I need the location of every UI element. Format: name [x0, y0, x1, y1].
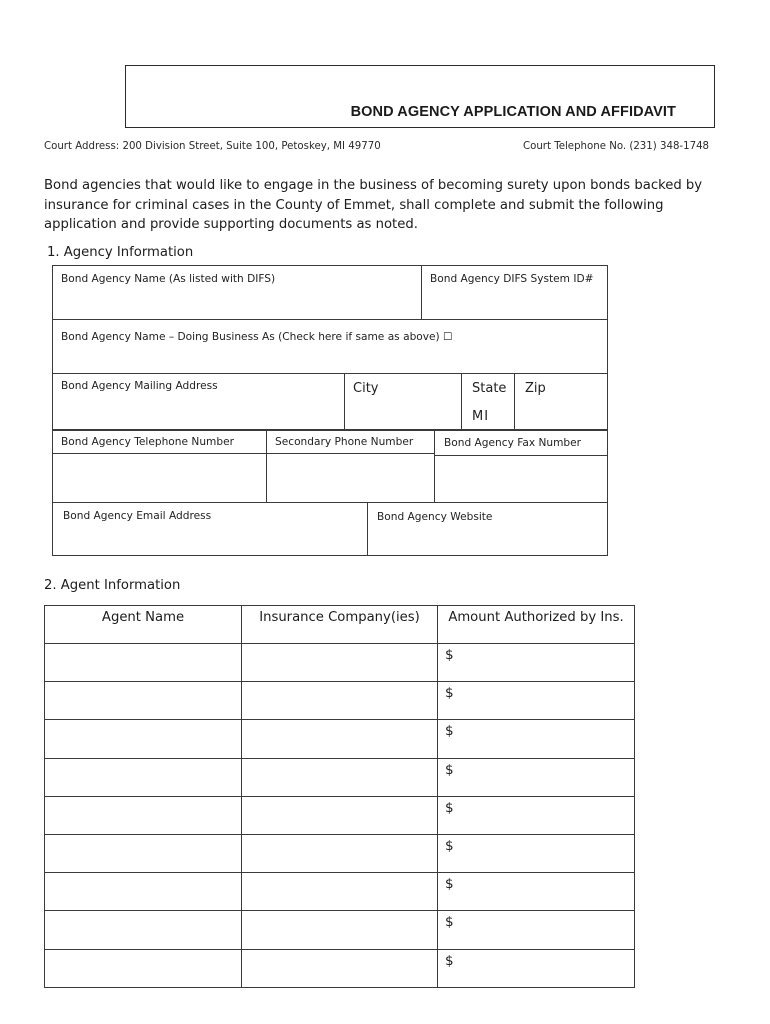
difs-id-label: Bond Agency DIFS System ID#	[430, 273, 594, 285]
state-label: State	[472, 381, 507, 396]
court-telephone: Court Telephone No. (231) 348-1748	[523, 141, 710, 152]
dba-label: Bond Agency Name – Doing Business As (Check here if same as above) ☐	[61, 331, 453, 343]
table-row	[45, 873, 635, 911]
secondary-phone-label: Secondary Phone Number	[275, 436, 414, 448]
table-row	[45, 949, 635, 987]
agency-name-label: Bond Agency Name (As listed with DIFS)	[61, 273, 276, 285]
amount-cell[interactable]	[438, 682, 635, 720]
dba-field[interactable]	[52, 319, 608, 374]
insurance-company-cell[interactable]	[242, 720, 438, 758]
agency-name-field[interactable]	[52, 265, 422, 320]
zip-field[interactable]	[514, 373, 608, 430]
section-agent-information-heading: 2. Agent Information	[44, 578, 181, 593]
city-label: City	[353, 381, 379, 396]
city-field[interactable]	[344, 373, 462, 430]
agent-name-cell[interactable]	[45, 873, 242, 911]
fax-label: Bond Agency Fax Number	[444, 437, 582, 449]
intro-paragraph: Bond agencies that would like to engage in the business of becoming surety upon bonds backed by insurance for criminal cases in the County of Emmet, shall complete and submit the following application and provide supporting documents as noted.	[44, 178, 703, 232]
agent-name-cell[interactable]	[45, 834, 242, 872]
section-agency-information-heading: 1. Agency Information	[47, 245, 194, 260]
column-header-amount-authorized: Amount Authorized by Ins.	[438, 606, 635, 644]
dollar-sign: $	[445, 837, 454, 854]
table-row	[45, 796, 635, 834]
amount-cell[interactable]	[438, 873, 635, 911]
insurance-company-cell[interactable]	[242, 834, 438, 872]
insurance-company-cell[interactable]	[242, 682, 438, 720]
court-address: Court Address: 200 Division Street, Suite 100, Petoskey, MI 49770	[44, 141, 381, 152]
insurance-company-cell[interactable]	[242, 796, 438, 834]
agent-name-cell[interactable]	[45, 911, 242, 949]
amount-cell[interactable]	[438, 834, 635, 872]
agent-name-cell[interactable]	[45, 682, 242, 720]
mailing-address-field[interactable]	[52, 373, 345, 430]
secondary-phone-input[interactable]	[266, 453, 435, 503]
table-row	[45, 644, 635, 682]
table-row	[45, 758, 635, 796]
dollar-sign: $	[445, 723, 454, 740]
column-header-insurance-company: Insurance Company(ies)	[242, 606, 438, 644]
fax-label-cell	[434, 430, 608, 456]
insurance-company-cell[interactable]	[242, 949, 438, 987]
dollar-sign: $	[445, 685, 454, 702]
insurance-company-cell[interactable]	[242, 911, 438, 949]
dollar-sign: $	[445, 799, 454, 816]
column-header-agent-name: Agent Name	[45, 606, 242, 644]
state-field[interactable]	[461, 373, 515, 430]
amount-cell[interactable]	[438, 758, 635, 796]
email-label: Bond Agency Email Address	[63, 510, 212, 522]
dollar-sign: $	[445, 647, 454, 663]
email-field[interactable]	[52, 502, 368, 556]
amount-cell[interactable]	[438, 644, 635, 682]
agent-name-cell[interactable]	[45, 644, 242, 682]
website-label: Bond Agency Website	[377, 511, 493, 523]
table-row	[45, 720, 635, 758]
agent-name-cell[interactable]	[45, 720, 242, 758]
dollar-sign: $	[445, 914, 454, 931]
agent-name-cell[interactable]	[45, 949, 242, 987]
amount-cell[interactable]	[438, 796, 635, 834]
table-row	[45, 911, 635, 949]
telephone-label: Bond Agency Telephone Number	[61, 436, 234, 448]
agent-name-cell[interactable]	[45, 796, 242, 834]
insurance-company-cell[interactable]	[242, 873, 438, 911]
agent-name-cell[interactable]	[45, 758, 242, 796]
telephone-label-cell	[52, 430, 267, 454]
dollar-sign: $	[445, 761, 454, 778]
website-field[interactable]	[367, 502, 608, 556]
zip-label: Zip	[525, 381, 546, 396]
amount-cell[interactable]	[438, 720, 635, 758]
mailing-address-label: Bond Agency Mailing Address	[61, 380, 218, 392]
title-box	[125, 65, 715, 128]
insurance-company-cell[interactable]	[242, 758, 438, 796]
state-value: MI	[472, 409, 490, 424]
difs-id-field[interactable]	[421, 265, 608, 320]
table-row	[45, 682, 635, 720]
amount-cell[interactable]	[438, 911, 635, 949]
secondary-phone-label-cell	[266, 430, 435, 454]
table-row	[45, 834, 635, 872]
telephone-input[interactable]	[52, 453, 267, 503]
amount-cell[interactable]	[438, 949, 635, 987]
dollar-sign: $	[445, 952, 454, 969]
dollar-sign: $	[445, 876, 454, 893]
table-header-row	[45, 606, 635, 644]
fax-input[interactable]	[434, 455, 608, 503]
agent-information-table	[44, 605, 635, 988]
insurance-company-cell[interactable]	[242, 644, 438, 682]
form-title: BOND AGENCY APPLICATION AND AFFIDAVIT	[350, 104, 676, 120]
